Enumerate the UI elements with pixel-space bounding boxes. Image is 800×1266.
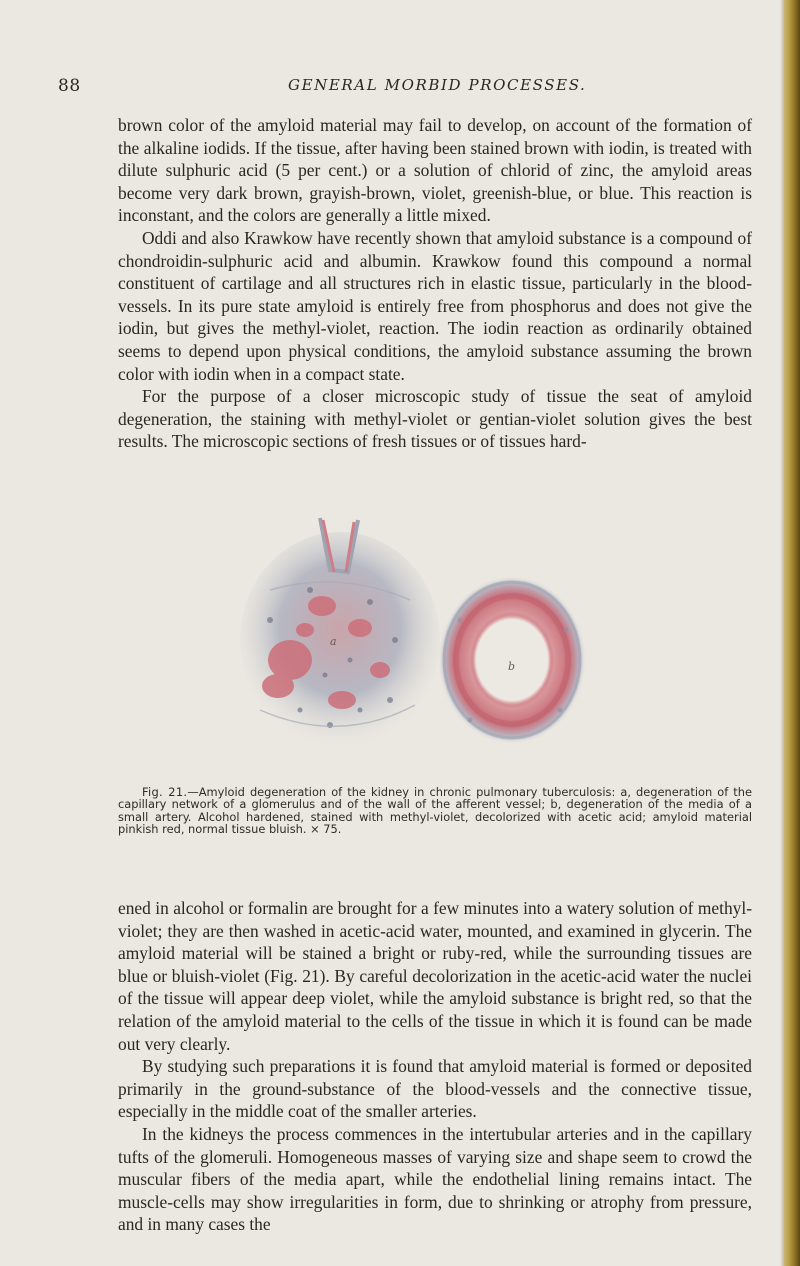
- paragraph: In the kidneys the process commences in the intertubular arteries and in the capillary tufts of the glomeruli. Homogeneous masses of varying size and shape seem to crowd the muscular fibers of the media apart, while the endothelial lining remains intact. The muscle-cells may show irregularities in form, due to shrinking or atrophy from pressure, and in many cases the: [118, 1123, 752, 1235]
- paragraph: brown color of the amyloid material may fail to develop, on account of the formation of the alkaline iodids. If the tissue, after having been stained brown with iodin, is treated with dilute sulphuric acid (5 per cent.) or a solution of chlorid of zinc, the amyloid areas become very dark brown, grayish-brown, violet, greenish-blue, or blue. This reaction is inconstant, and the colors are generally a little mixed.: [118, 115, 752, 226]
- paragraph: By studying such preparations it is found that amyloid material is formed or deposited primarily in the ground-substance of the blood-vessels and the connective tissue, especially in the middle coat of the smaller arteries.: [118, 1056, 752, 1122]
- running-head: [58, 76, 748, 98]
- body-text-bottom: [118, 897, 752, 1236]
- glomerulus-drawing: [240, 518, 440, 748]
- figure-label-a: a: [330, 635, 337, 648]
- book-edge: [784, 0, 800, 1266]
- caption-figure-label: Fig. 21.: [142, 785, 188, 799]
- figure-21-micrograph: [230, 510, 610, 760]
- artery-drawing: [438, 576, 586, 744]
- figure-caption: [118, 786, 752, 836]
- paragraph: Oddi and also Krawkow have recently shown that amyloid substance is a compound of chondroidin-sulphuric acid and albumin. Krawkow found this compound a normal constituent of cartilage and all structures rich in elastic tissue, particularly in the blood-vessels. In its pure state amyloid is entirely free from phosphorus and does not give the iodin, but gives the methyl-violet, reaction. The iodin reaction as ordinarily obtained seems to depend upon physical conditions, the amyloid substance assuming the brown color with iodin when in a compact state.: [118, 227, 752, 384]
- running-title: GENERAL MORBID PROCESSES.: [288, 76, 587, 94]
- body-text-top: [118, 114, 752, 453]
- figure-label-b: b: [508, 660, 516, 673]
- caption-text: —Amyloid degeneration of the kidney in chronic pulmonary tuberculosis: a, degeneration of the capillary network of a glomerulus and of the wall of the afferent vessel; b, degeneration of the media of a small artery. Alcohol hardened, stained with methyl-violet, decolorized with acetic acid; amyloid material pinkish red, normal tissue bluish. × 75.: [118, 785, 752, 837]
- paragraph: For the purpose of a closer microscopic study of tissue the seat of amyloid degeneration, the staining with methyl-violet or gentian-violet solution gives the best results. The microscopic sections of fresh tissues or of tissues hard-: [118, 386, 752, 452]
- page-number: 88: [58, 76, 81, 96]
- glomerulus-body: [240, 532, 440, 748]
- micrograph-illustration: [230, 510, 610, 760]
- paragraph: ened in alcohol or formalin are brought for a few minutes into a watery solution of methyl-violet; they are then washed in acetic-acid water, mounted, and examined in glycerin. The amyloid material will be stained a bright or ruby-red, while the surrounding tissues are blue or bluish-violet (Fig. 21). By careful decolorization in the acetic-acid water the nuclei of the tissue will appear deep violet, while the amyloid substance is bright red, so that the relation of the amyloid material to the cells of the tissue in which it is found can be made out very clearly.: [118, 898, 752, 1054]
